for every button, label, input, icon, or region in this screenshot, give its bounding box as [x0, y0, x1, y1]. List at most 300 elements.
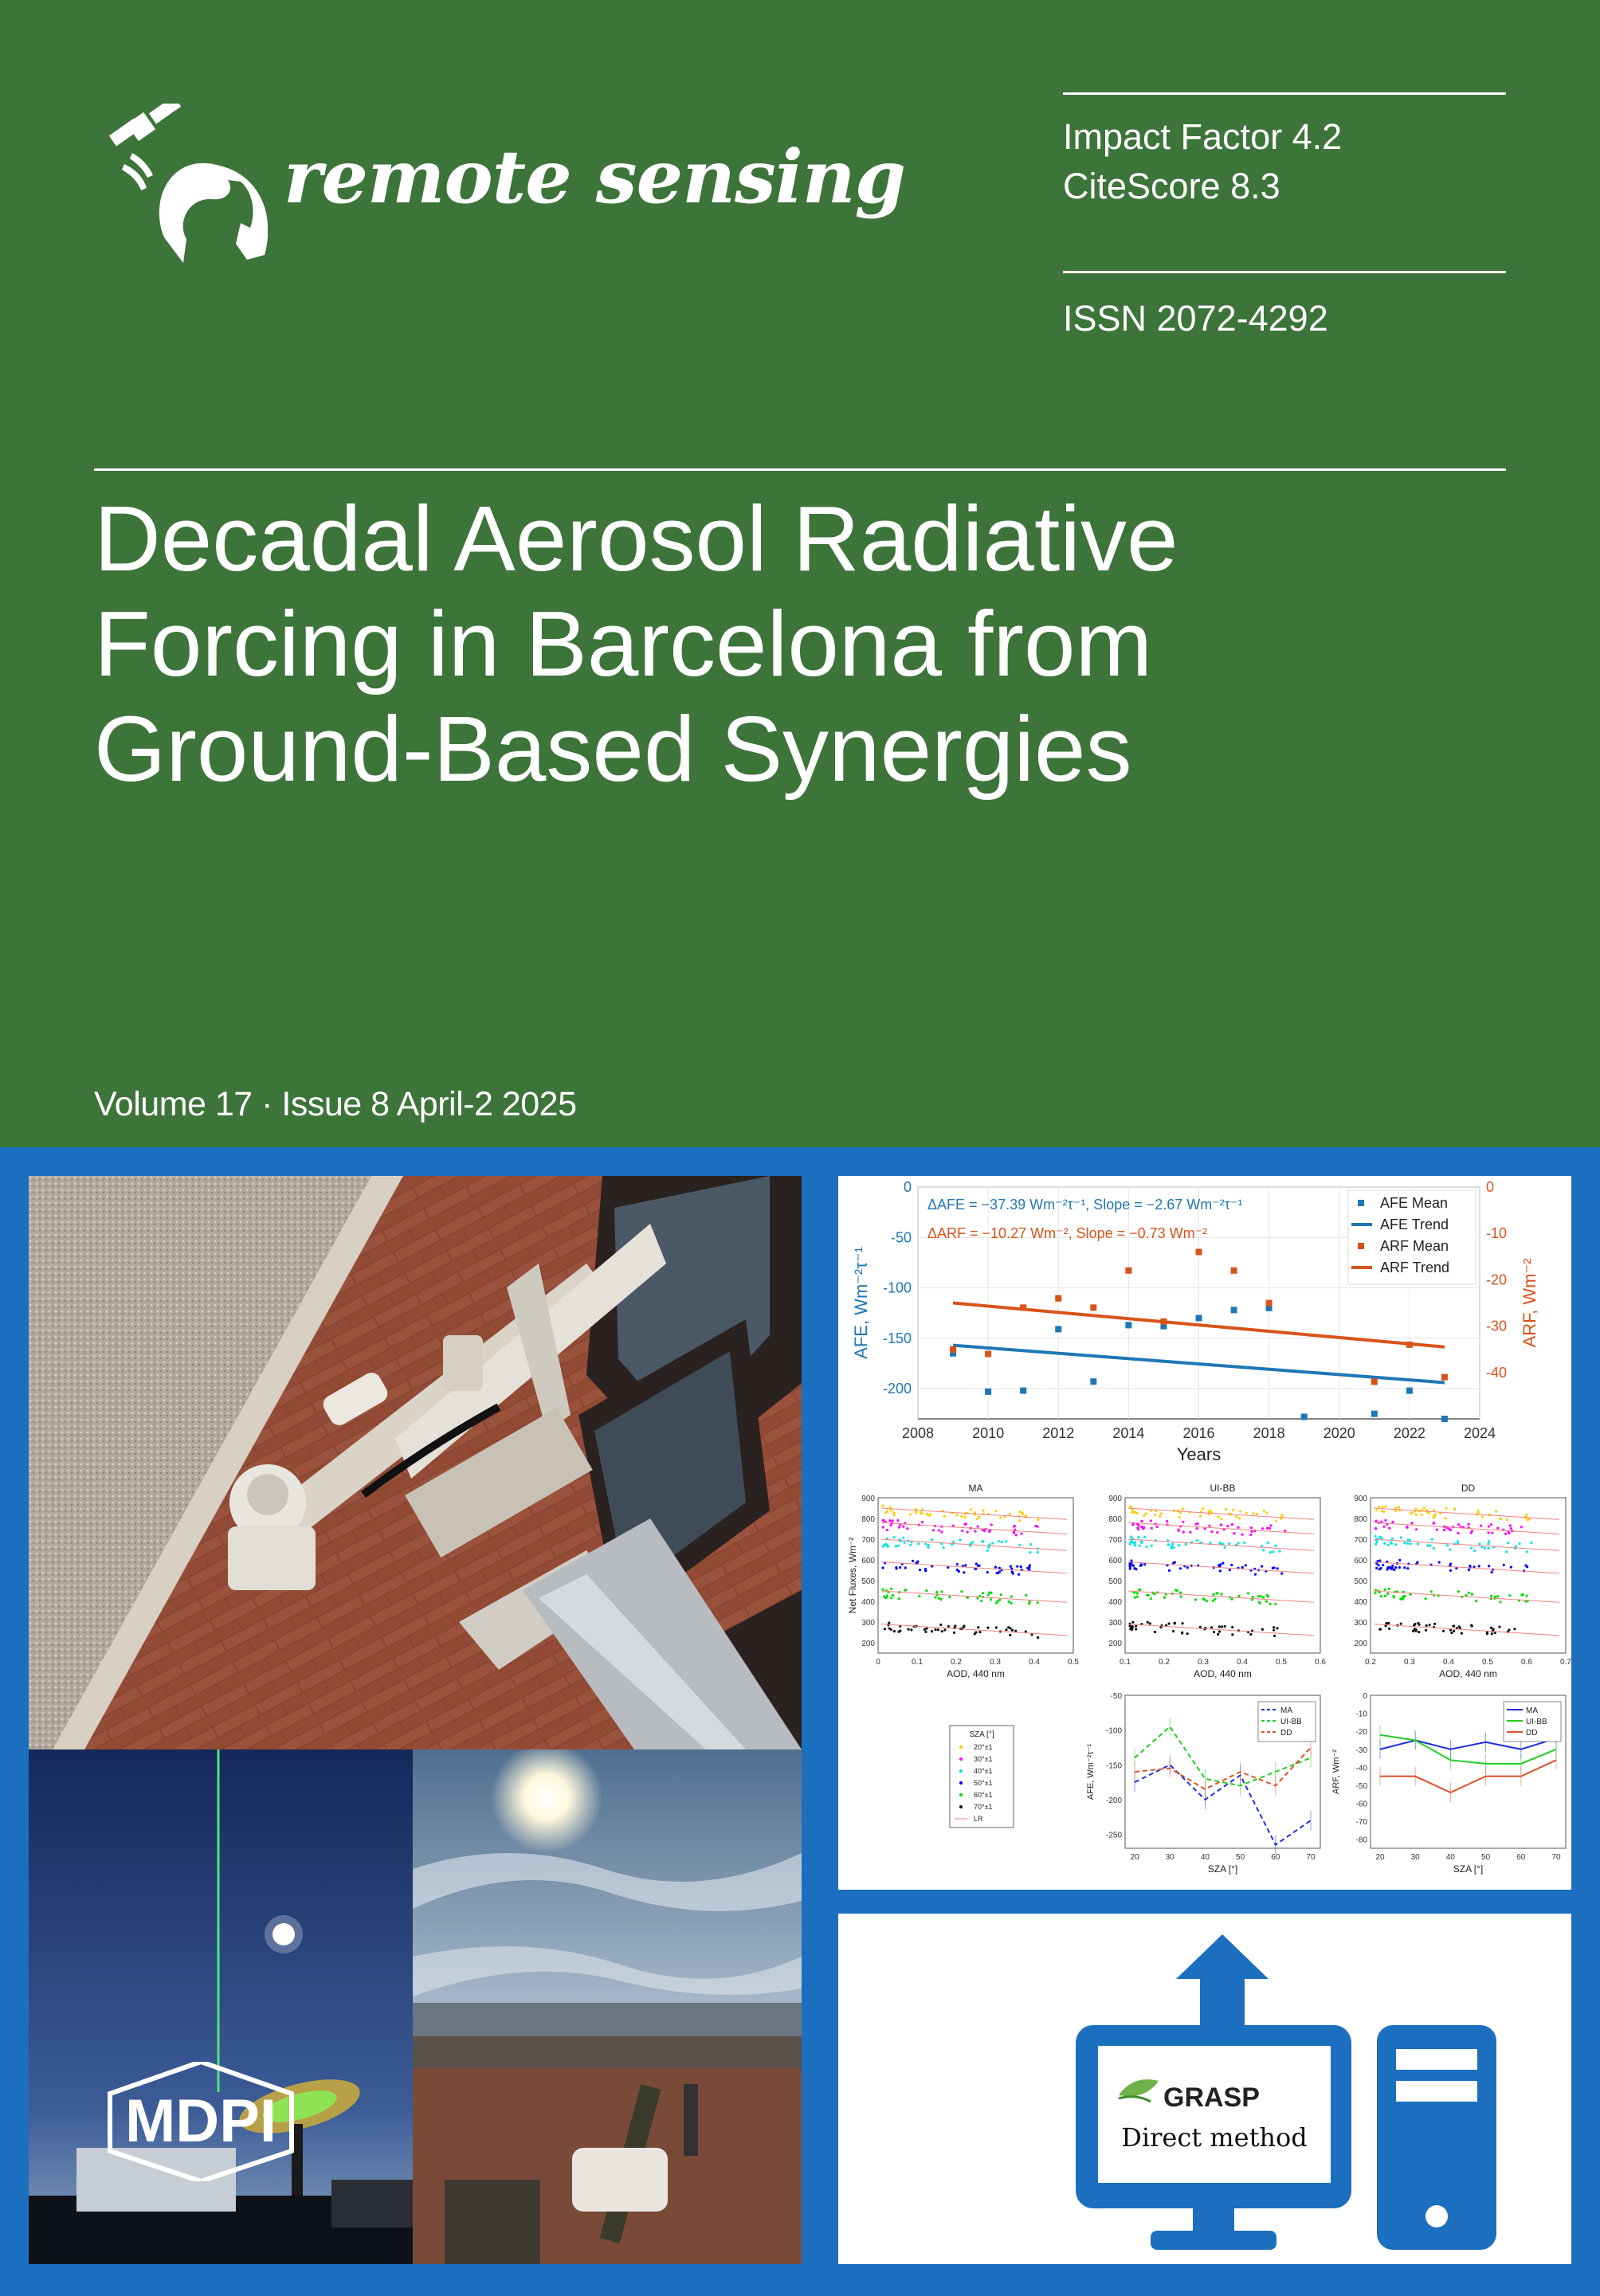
data-point [1391, 1521, 1394, 1523]
data-point [881, 1505, 884, 1507]
data-point [1010, 1596, 1013, 1598]
data-point [1224, 1546, 1226, 1549]
y-tick-label: -20 [1355, 1728, 1367, 1738]
data-point [920, 1511, 922, 1514]
data-point [1530, 1542, 1532, 1544]
data-point [1210, 1626, 1213, 1628]
x-tick-label: 0.2 [951, 1658, 962, 1667]
x-tick-label: 0.3 [1198, 1658, 1209, 1667]
data-point [976, 1518, 978, 1520]
afe-mean-point [1055, 1326, 1061, 1332]
data-point [1381, 1506, 1383, 1508]
data-point [924, 1628, 926, 1631]
data-point [1206, 1600, 1208, 1602]
issue-info: Volume 17 · Issue 8 April-2 2025 [94, 1085, 577, 1123]
legend-marker [959, 1746, 963, 1749]
data-point [997, 1572, 999, 1574]
data-point [982, 1592, 984, 1594]
data-point [1025, 1630, 1027, 1632]
y-tick-label: -150 [1105, 1761, 1122, 1771]
data-point [1487, 1547, 1489, 1550]
data-point [1143, 1536, 1146, 1538]
legend-label: ARF Trend [1380, 1260, 1450, 1275]
y-tick-label: 500 [861, 1577, 875, 1586]
data-point [1028, 1603, 1030, 1605]
data-point [882, 1526, 884, 1528]
data-point [942, 1546, 944, 1549]
data-point [1265, 1601, 1268, 1603]
data-point [986, 1550, 989, 1552]
data-point [888, 1506, 891, 1508]
publisher-name: MDPI [125, 2087, 276, 2155]
x-tick-label: 2012 [1042, 1425, 1075, 1441]
data-point [1261, 1527, 1264, 1530]
data-point [921, 1521, 924, 1523]
data-point [1003, 1516, 1006, 1518]
data-point [1140, 1540, 1143, 1542]
data-point [970, 1508, 972, 1510]
y-tick-label: -50 [1355, 1781, 1367, 1791]
data-point [943, 1515, 946, 1518]
data-point [937, 1628, 939, 1631]
data-point [927, 1544, 929, 1546]
data-point [1178, 1544, 1180, 1546]
data-point [1134, 1544, 1136, 1546]
data-point [1278, 1550, 1280, 1552]
data-point [1449, 1529, 1452, 1531]
afe-mean-point [1371, 1411, 1378, 1417]
x-tick-label: 0.3 [990, 1658, 1001, 1667]
x-tick-label: 60 [1516, 1853, 1526, 1862]
y-tick-label: -50 [1110, 1692, 1122, 1701]
data-point [955, 1514, 958, 1516]
data-point [1507, 1542, 1509, 1544]
legend-marker [959, 1781, 963, 1785]
panel-title: UI-BB [1210, 1483, 1236, 1494]
data-point [1403, 1566, 1406, 1569]
data-point [1231, 1633, 1233, 1636]
data-point [1138, 1544, 1140, 1546]
data-point [1128, 1624, 1131, 1627]
data-point [885, 1597, 888, 1599]
arf-mean-point [1371, 1378, 1378, 1385]
x-tick-label: 0.4 [1237, 1658, 1248, 1667]
legend-marker [959, 1769, 963, 1773]
data-point [1237, 1542, 1239, 1545]
data-point [1202, 1507, 1204, 1510]
data-point [1461, 1632, 1463, 1634]
data-point [1007, 1626, 1010, 1628]
data-point [994, 1510, 997, 1512]
data-point [1410, 1542, 1412, 1545]
data-point [1428, 1512, 1430, 1514]
data-point [1280, 1573, 1283, 1575]
data-point [1388, 1628, 1390, 1630]
data-point [1484, 1547, 1486, 1550]
data-point [986, 1571, 989, 1573]
data-point [897, 1545, 900, 1547]
data-point [1181, 1632, 1183, 1634]
data-point [915, 1511, 917, 1514]
legend-label: 50°±1 [974, 1779, 993, 1787]
data-point [1425, 1624, 1428, 1627]
y-tick-label: -30 [1355, 1746, 1367, 1755]
data-point [1250, 1530, 1253, 1533]
y-tick-label: 600 [1354, 1557, 1367, 1565]
data-point [902, 1526, 904, 1528]
data-point [1129, 1543, 1131, 1546]
y2-tick-label: -10 [1486, 1225, 1508, 1242]
x-tick-label: 40 [1200, 1853, 1210, 1862]
y-axis-label: AFE, Wm⁻²τ⁻¹ [1086, 1743, 1096, 1800]
data-point [1229, 1569, 1231, 1571]
data-point [987, 1593, 990, 1596]
data-point [1276, 1567, 1279, 1569]
y2-tick-label: 0 [1486, 1179, 1495, 1195]
data-point [1457, 1540, 1459, 1542]
x-tick-label: 2018 [1253, 1425, 1285, 1441]
y2-tick-label: -40 [1486, 1364, 1508, 1381]
data-point [1261, 1628, 1264, 1631]
data-point [1380, 1595, 1382, 1597]
data-point [1391, 1565, 1394, 1567]
data-point [1510, 1527, 1512, 1530]
data-point [1010, 1602, 1013, 1604]
data-point [898, 1597, 900, 1600]
data-point [941, 1630, 943, 1632]
impact-factor: Impact Factor 4.2 [1063, 116, 1343, 157]
data-point [977, 1565, 979, 1567]
data-point [1386, 1593, 1389, 1595]
x-tick-label: 0.3 [1404, 1658, 1415, 1667]
data-point [1217, 1515, 1219, 1518]
data-point [1390, 1541, 1392, 1543]
legend-label: DD [1280, 1729, 1292, 1738]
legend-marker [1358, 1243, 1364, 1249]
x-axis-label: SZA [°] [1453, 1863, 1484, 1875]
data-point [982, 1509, 984, 1511]
data-point [1138, 1524, 1140, 1526]
y-tick-label: -250 [1105, 1831, 1122, 1840]
arf-mean-point [1231, 1268, 1237, 1274]
data-point [1224, 1625, 1226, 1628]
data-point [884, 1543, 887, 1546]
annotation: ΔARF = −10.27 Wm⁻², Slope = −0.73 Wm⁻² [927, 1225, 1208, 1241]
data-point [1136, 1596, 1139, 1598]
arf-mean-point [950, 1346, 956, 1353]
y-tick-label: 800 [861, 1515, 875, 1524]
legend-label: 70°±1 [974, 1803, 993, 1811]
data-point [1275, 1519, 1277, 1522]
data-point [1425, 1629, 1427, 1632]
data-point [910, 1628, 912, 1631]
legend-title: SZA [°] [969, 1730, 994, 1739]
data-point [1453, 1508, 1456, 1510]
data-point [974, 1530, 976, 1533]
data-point [1457, 1523, 1460, 1526]
data-point [1379, 1567, 1382, 1569]
data-point [1020, 1565, 1022, 1568]
data-point [956, 1563, 959, 1565]
data-point [1029, 1543, 1032, 1546]
data-point [1129, 1506, 1131, 1508]
x-tick-label: 0.5 [1068, 1658, 1079, 1667]
data-point [1260, 1595, 1262, 1597]
data-point [1018, 1519, 1021, 1522]
data-point [1491, 1532, 1493, 1534]
data-point [899, 1566, 901, 1569]
data-point [1415, 1528, 1418, 1530]
data-point [1520, 1594, 1523, 1597]
data-point [924, 1631, 927, 1633]
data-point [1273, 1566, 1275, 1569]
data-point [990, 1523, 993, 1526]
grasp-panel [838, 1914, 1571, 2264]
afe-mean-point [1441, 1416, 1448, 1422]
data-point [1011, 1629, 1014, 1632]
data-point [1403, 1542, 1406, 1544]
data-point [890, 1509, 892, 1511]
data-point [1136, 1592, 1139, 1594]
data-point [1438, 1561, 1441, 1563]
data-point [1450, 1632, 1453, 1634]
data-point [1217, 1633, 1219, 1636]
data-point [1392, 1595, 1394, 1597]
arf-mean-point [1441, 1374, 1448, 1381]
data-point [1210, 1510, 1212, 1512]
data-point [1375, 1567, 1378, 1569]
data-point [1509, 1524, 1512, 1526]
data-point [1400, 1536, 1402, 1538]
x-tick-label: 0.2 [1365, 1658, 1376, 1667]
data-point [883, 1595, 885, 1597]
data-point [1410, 1511, 1413, 1514]
data-point [974, 1632, 976, 1635]
legend-label: AFE Mean [1380, 1195, 1449, 1211]
data-point [1269, 1527, 1271, 1530]
data-point [1433, 1514, 1435, 1517]
x-tick-label: 50 [1236, 1853, 1245, 1862]
data-point [1160, 1512, 1163, 1514]
sun-photometer-photo [413, 1749, 802, 2264]
data-point [947, 1625, 950, 1628]
data-point [988, 1592, 990, 1594]
data-point [1143, 1514, 1145, 1517]
data-point [1431, 1538, 1433, 1541]
data-point [1510, 1566, 1512, 1569]
data-point [1272, 1550, 1274, 1553]
data-point [895, 1545, 897, 1547]
data-point [1020, 1532, 1022, 1534]
data-point [1258, 1601, 1261, 1604]
data-point [1009, 1634, 1011, 1636]
data-point [1018, 1573, 1020, 1576]
data-point [1159, 1515, 1161, 1518]
afe-mean-point [1196, 1315, 1202, 1321]
data-point [1273, 1629, 1275, 1632]
grasp-brand: GRASP [1163, 2082, 1260, 2113]
data-point [939, 1624, 942, 1626]
y-tick-label: -100 [1105, 1726, 1122, 1736]
data-point [1231, 1523, 1233, 1526]
x-tick-label: 40 [1445, 1853, 1455, 1862]
data-point [1131, 1523, 1134, 1526]
data-point [1208, 1525, 1210, 1527]
arf-mean-point [1266, 1300, 1273, 1307]
data-point [1173, 1546, 1175, 1549]
x-tick-label: 50 [1481, 1853, 1491, 1862]
data-point [1005, 1628, 1007, 1631]
data-point [1222, 1561, 1224, 1564]
data-point [909, 1513, 912, 1515]
data-point [1388, 1527, 1390, 1530]
data-point [1241, 1534, 1243, 1536]
data-point [1009, 1513, 1011, 1515]
panel-title: DD [1461, 1483, 1476, 1494]
data-point [1526, 1550, 1528, 1553]
data-point [896, 1567, 898, 1569]
legend-label: MA [1526, 1706, 1538, 1715]
data-point [1266, 1594, 1269, 1597]
data-point [1422, 1507, 1425, 1509]
x-tick-label: 0.5 [1276, 1658, 1287, 1667]
y-tick-label: 600 [861, 1557, 875, 1565]
x-tick-label: 70 [1306, 1853, 1316, 1862]
data-point [1257, 1595, 1260, 1597]
data-point [952, 1541, 955, 1543]
data-point [1171, 1542, 1174, 1545]
data-point [1010, 1565, 1012, 1568]
divider [94, 468, 1506, 471]
data-point [1180, 1596, 1182, 1598]
data-point [1377, 1564, 1379, 1566]
data-point [1186, 1566, 1189, 1569]
data-point [1519, 1542, 1521, 1545]
data-point [1433, 1623, 1436, 1625]
data-point [1203, 1527, 1206, 1530]
data-point [1446, 1544, 1449, 1546]
data-point [1424, 1597, 1426, 1600]
legend-label: DD [1526, 1729, 1538, 1738]
data-point [1179, 1512, 1182, 1514]
data-point [1491, 1632, 1493, 1635]
data-point [1218, 1542, 1221, 1544]
data-point [1256, 1513, 1258, 1515]
data-point [1022, 1513, 1024, 1515]
x-tick-label: 0.6 [1315, 1658, 1326, 1667]
data-point [953, 1632, 955, 1634]
data-point [1414, 1628, 1416, 1630]
data-point [1140, 1520, 1143, 1522]
data-point [926, 1513, 928, 1515]
data-point [886, 1510, 888, 1512]
data-point [1415, 1514, 1418, 1516]
data-point [1025, 1594, 1027, 1597]
y-tick-label: 700 [1108, 1536, 1122, 1545]
y-tick-label: -10 [1355, 1710, 1367, 1719]
data-point [1145, 1512, 1147, 1514]
data-point [1382, 1564, 1384, 1566]
data-point [1477, 1512, 1480, 1514]
data-point [1143, 1526, 1145, 1529]
data-point [1237, 1526, 1239, 1529]
annotation: ΔAFE = −37.39 Wm⁻²τ⁻¹, Slope = −2.67 Wm⁻²τ⁻¹ [927, 1197, 1243, 1213]
up-arrow-icon [1176, 1934, 1269, 2035]
data-point [1228, 1542, 1230, 1545]
data-point [1495, 1510, 1497, 1512]
data-point [1249, 1534, 1252, 1536]
legend-marker [959, 1805, 963, 1808]
x-tick-label: 0 [876, 1658, 880, 1667]
x-tick-label: 2020 [1323, 1425, 1355, 1441]
data-point [1378, 1506, 1380, 1508]
data-point [904, 1566, 907, 1569]
data-point [1417, 1622, 1419, 1624]
data-point [1182, 1531, 1185, 1534]
computer-tower-icon [1377, 2025, 1496, 2250]
data-point [1216, 1531, 1218, 1534]
data-point [1220, 1518, 1222, 1520]
data-point [893, 1514, 896, 1516]
data-point [1199, 1514, 1202, 1517]
y-tick-label: 0 [903, 1179, 912, 1195]
data-point [1457, 1532, 1459, 1534]
data-point [887, 1546, 889, 1548]
data-point [1019, 1510, 1022, 1513]
arf-mean-point [1090, 1304, 1096, 1311]
data-point [917, 1542, 920, 1545]
data-point [1166, 1520, 1168, 1522]
data-point [1000, 1593, 1002, 1596]
data-point [1262, 1597, 1265, 1599]
data-point [1018, 1544, 1021, 1546]
legend-label: MA [1280, 1706, 1292, 1715]
data-point [1185, 1543, 1187, 1546]
data-point [932, 1529, 935, 1531]
data-point [991, 1542, 994, 1544]
data-point [1149, 1622, 1151, 1624]
data-point [1154, 1514, 1156, 1516]
data-point [1375, 1543, 1377, 1546]
data-point [1243, 1542, 1245, 1544]
data-point [1014, 1630, 1017, 1632]
data-point [1196, 1527, 1198, 1530]
data-point [907, 1628, 909, 1631]
lidar-night-photo [29, 1749, 413, 2264]
x-axis-label: SZA [°] [1207, 1863, 1238, 1875]
data-point [935, 1591, 938, 1593]
data-point [1387, 1622, 1390, 1624]
satellite-globe-icon [100, 104, 268, 267]
legend-box [950, 1726, 1014, 1828]
data-point [1182, 1508, 1184, 1510]
data-point [1230, 1598, 1233, 1601]
y-axis-label: Net Fluxes, Wm⁻² [847, 1537, 858, 1614]
data-point [1178, 1516, 1180, 1518]
data-point [1527, 1518, 1529, 1521]
divider [1063, 92, 1506, 95]
data-point [1426, 1544, 1429, 1546]
x-tick-label: 0.2 [1159, 1658, 1170, 1667]
data-point [892, 1594, 894, 1597]
data-point [1176, 1589, 1178, 1592]
data-point [1130, 1563, 1132, 1565]
data-point [963, 1626, 965, 1628]
y-tick-label: 800 [1108, 1515, 1122, 1524]
data-point [1156, 1526, 1159, 1528]
data-point [1444, 1517, 1446, 1519]
data-point [938, 1529, 940, 1531]
